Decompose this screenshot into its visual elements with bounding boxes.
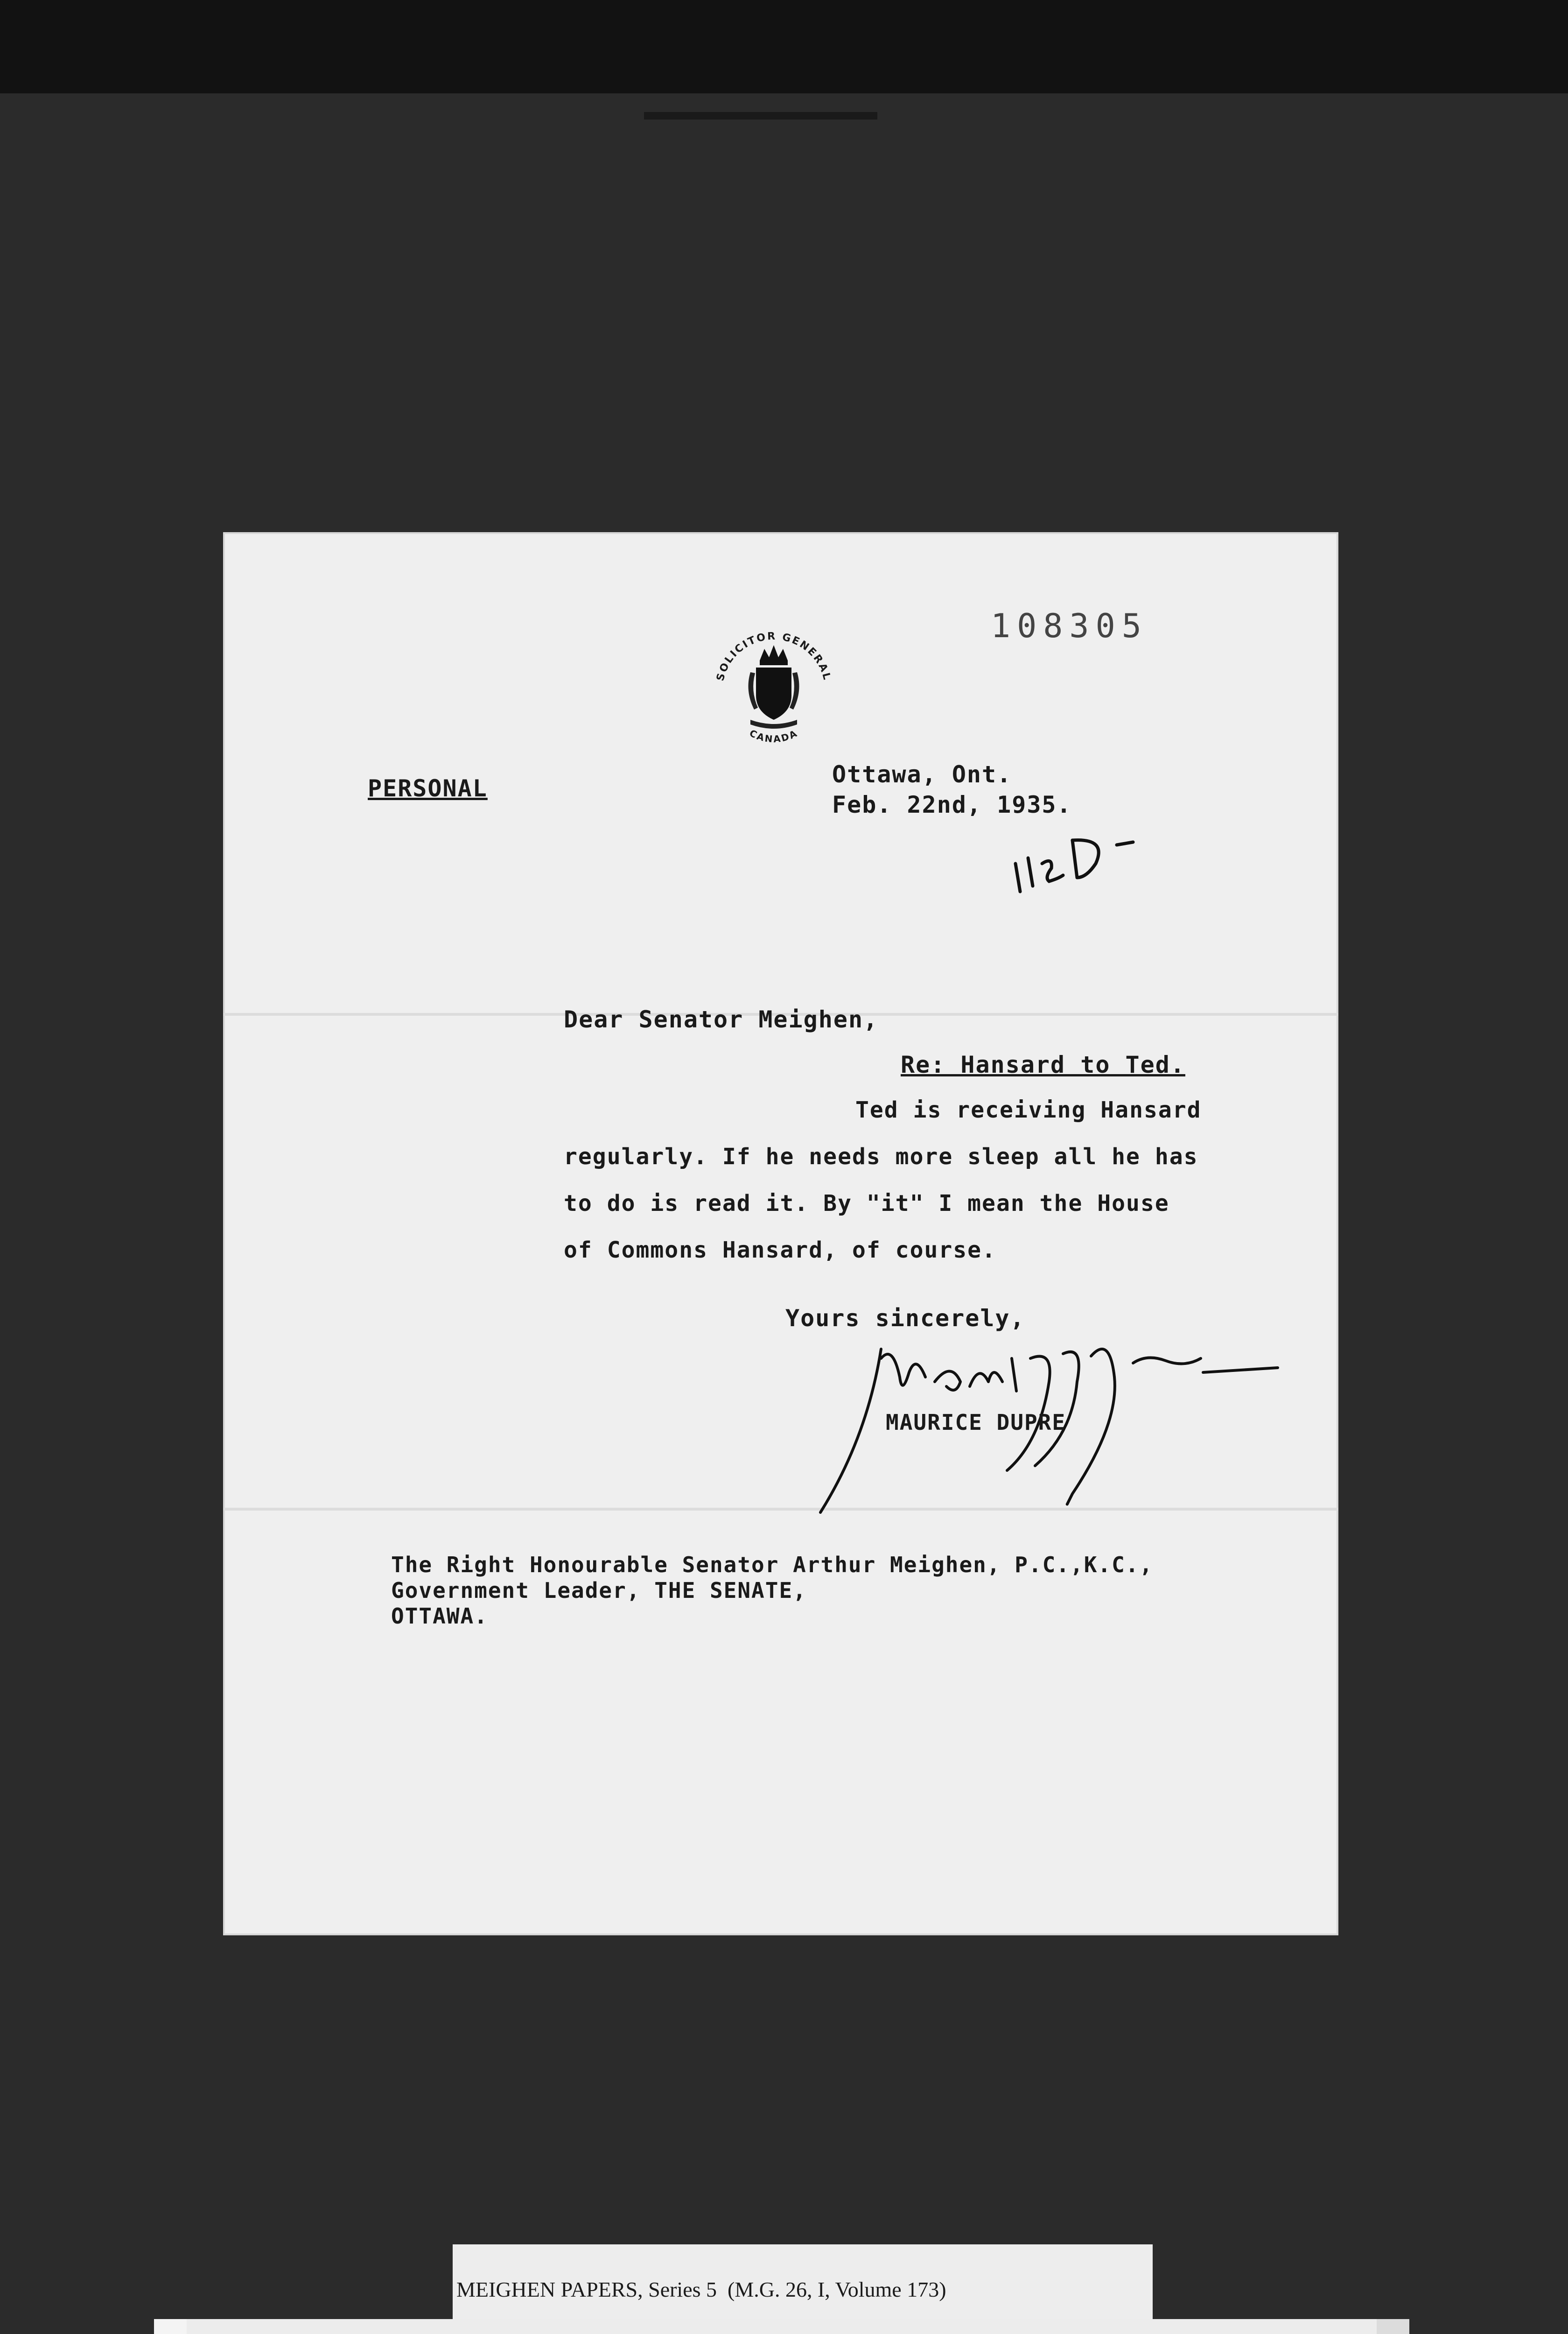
body-line: of Commons Hansard, of course. (564, 1237, 996, 1263)
series-number: , Series 5 (637, 2278, 717, 2301)
film-scratch (644, 112, 877, 120)
personal-label: PERSONAL (368, 775, 488, 802)
closing: Yours sincerely, (785, 1305, 1025, 1332)
address-line: Government Leader, THE SENATE, (391, 1578, 807, 1603)
salutation: Dear Senator Meighen, (564, 1006, 879, 1033)
handwritten-annotation (1007, 812, 1156, 906)
signatory-name: MAURICE DUPRE (886, 1410, 1066, 1435)
letter-date: Feb. 22nd, 1935. (832, 791, 1072, 818)
seal-top-text: SOLICITOR GENERAL (714, 630, 833, 682)
subject-line: Re: Hansard to Ted. (901, 1051, 1185, 1078)
body-line: regularly. If he needs more sleep all he has (564, 1144, 1198, 1170)
coat-of-arms-seal (704, 616, 844, 756)
volume-reference: (M.G. 26, I, Volume 173) (728, 2278, 946, 2301)
letter-page (223, 532, 1338, 1935)
reference-label (453, 2244, 1153, 2324)
body-line: to do is read it. By "it" I mean the House (564, 1190, 1169, 1216)
address-line: The Right Honourable Senator Arthur Meighen, P.C.,K.C., (391, 1552, 1154, 1577)
document-number: 108305 (991, 607, 1148, 645)
seal-bottom-text: CANADA (748, 727, 800, 745)
collection-name: MEIGHEN PAPERS (456, 2278, 638, 2301)
crown-icon (760, 645, 788, 665)
svg-text:CANADA (748, 727, 800, 745)
archive-card (154, 2319, 1409, 2334)
letter-place: Ottawa, Ont. (832, 761, 1012, 788)
film-top-border (0, 0, 1568, 93)
address-line: OTTAWA. (391, 1603, 488, 1629)
body-line: Ted is receiving Hansard (855, 1097, 1202, 1123)
shield-icon (749, 668, 799, 729)
